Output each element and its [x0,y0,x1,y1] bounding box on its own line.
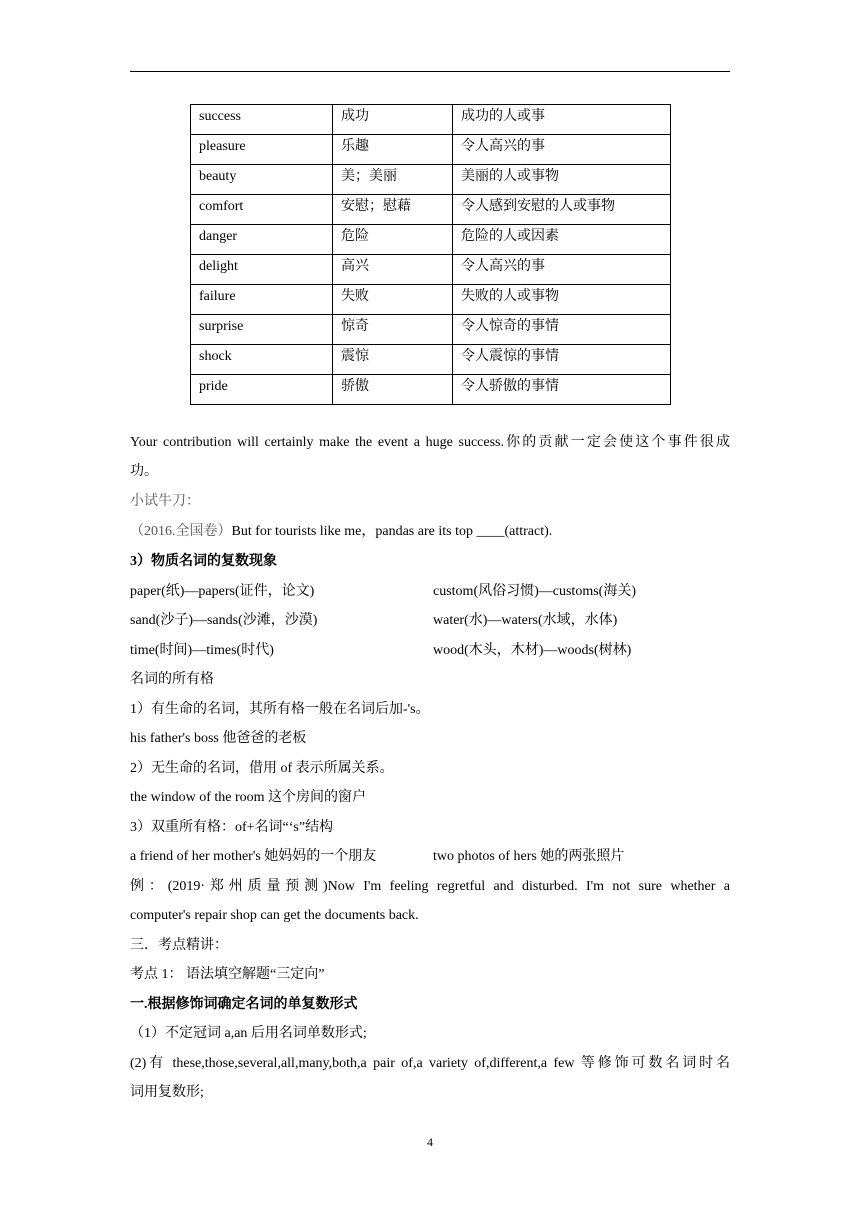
word-cell: pride [191,375,333,405]
kaodian-1: 考点 1： 语法填空解题“三定向” [130,967,325,982]
meaning-cell: 震惊 [333,345,453,375]
example-sentence-line1: Your contribution will certainly make the event a huge success.你的贡献一定会使这个事件很成 [130,435,730,450]
practice-label: 小试牛刀： [130,494,200,509]
table-row [191,135,671,165]
section3-title: 3）物质名词的复数现象 [130,554,277,569]
pair-left: paper(纸)—papers(证件，论文) [130,584,315,599]
countable-meaning-cell: 令人高兴的事 [453,255,671,285]
table-row [191,195,671,225]
pair-row [130,582,314,602]
possessive-example-3b: two photos of hers 她的两张照片 [433,849,625,864]
word-cell: pleasure [191,135,333,165]
countable-meaning-cell: 失败的人或事物 [453,285,671,315]
meaning-cell: 惊奇 [333,315,453,345]
word-cell: delight [191,255,333,285]
possessive-rule-2: 2）无生命的名词，借用 of 表示所属关系。 [130,761,394,776]
table-row [191,165,671,195]
page-number: 4 [427,1135,433,1149]
section-three-title: 三．考点精讲： [130,938,228,953]
rule1-item2-line1: (2)有 these,those,several,all,many,both,a pair of,a variety of,different,a few 等修饰可数名词时名 [130,1056,730,1071]
table-row [191,105,671,135]
meaning-cell: 美；美丽 [333,165,453,195]
practice-question-text: But for tourists like me，pandas are its top ____(attract). [231,524,553,539]
countable-meaning-cell: 美丽的人或事物 [453,165,671,195]
table-row [191,345,671,375]
meaning-cell: 乐趣 [333,135,453,165]
table-row [191,225,671,255]
pair-right: custom(风俗习惯)—customs(海关) [433,584,636,599]
countable-meaning-cell: 危险的人或因素 [453,225,671,255]
meaning-cell: 危险 [333,225,453,255]
pair-left: sand(沙子)—sands(沙滩，沙漠) [130,613,318,628]
rule1-item2-line2: 词用复数形; [130,1085,204,1100]
countable-meaning-cell: 令人骄傲的事情 [453,375,671,405]
possessive-rule-3: 3）双重所有格：of+名词“‘s”结构 [130,820,334,835]
vocab-table [190,104,671,405]
table-row [191,375,671,405]
table-row [191,315,671,345]
countable-meaning-cell: 令人高兴的事 [453,135,671,165]
word-cell: failure [191,285,333,315]
meaning-cell: 失败 [333,285,453,315]
pair-right: wood(木头，木材)—woods(树林) [433,643,632,658]
example-2019-line2: computer's repair shop can get the documents back. [130,908,419,923]
meaning-cell: 成功 [333,105,453,135]
rule1-item1: （1）不定冠词 a,an 后用名词单数形式; [130,1026,367,1041]
possessive-example-1: his father's boss 他爸爸的老板 [130,731,307,746]
header-rule [130,71,730,72]
possessive-example-2: the window of the room 这个房间的窗户 [130,790,367,805]
countable-meaning-cell: 令人震惊的事情 [453,345,671,375]
word-cell: surprise [191,315,333,345]
countable-meaning-cell: 成功的人或事 [453,105,671,135]
countable-meaning-cell: 令人感到安慰的人或事物 [453,195,671,225]
practice-question: （2016.全国卷）But for tourists like me，pandas are its top ____(attract). [130,524,553,539]
pair-left: time(时间)—times(时代) [130,643,274,658]
table-row [191,255,671,285]
meaning-cell: 骄傲 [333,375,453,405]
rule1-title: 一.根据修饰词确定名词的单复数形式 [130,997,358,1012]
possessive-example-3a: a friend of her mother's 她妈妈的一个朋友 [130,849,377,864]
word-cell: success [191,105,333,135]
meaning-cell: 高兴 [333,255,453,285]
pair-right: water(水)—waters(水域，水体) [433,613,618,628]
word-cell: shock [191,345,333,375]
word-cell: beauty [191,165,333,195]
word-cell: danger [191,225,333,255]
example-sentence-line2: 功。 [130,464,158,479]
example-2019-line1: 例：(2019·郑州质量预测)Now I'm feeling regretful and disturbed. I'm not sure whether a [130,879,730,894]
meaning-cell: 安慰；慰藉 [333,195,453,225]
possessive-rule-1: 1）有生命的名词，其所有格一般在名词后加-'s。 [130,702,430,717]
countable-meaning-cell: 令人惊奇的事情 [453,315,671,345]
possessive-title: 名词的所有格 [130,672,214,687]
table-row [191,285,671,315]
word-cell: comfort [191,195,333,225]
